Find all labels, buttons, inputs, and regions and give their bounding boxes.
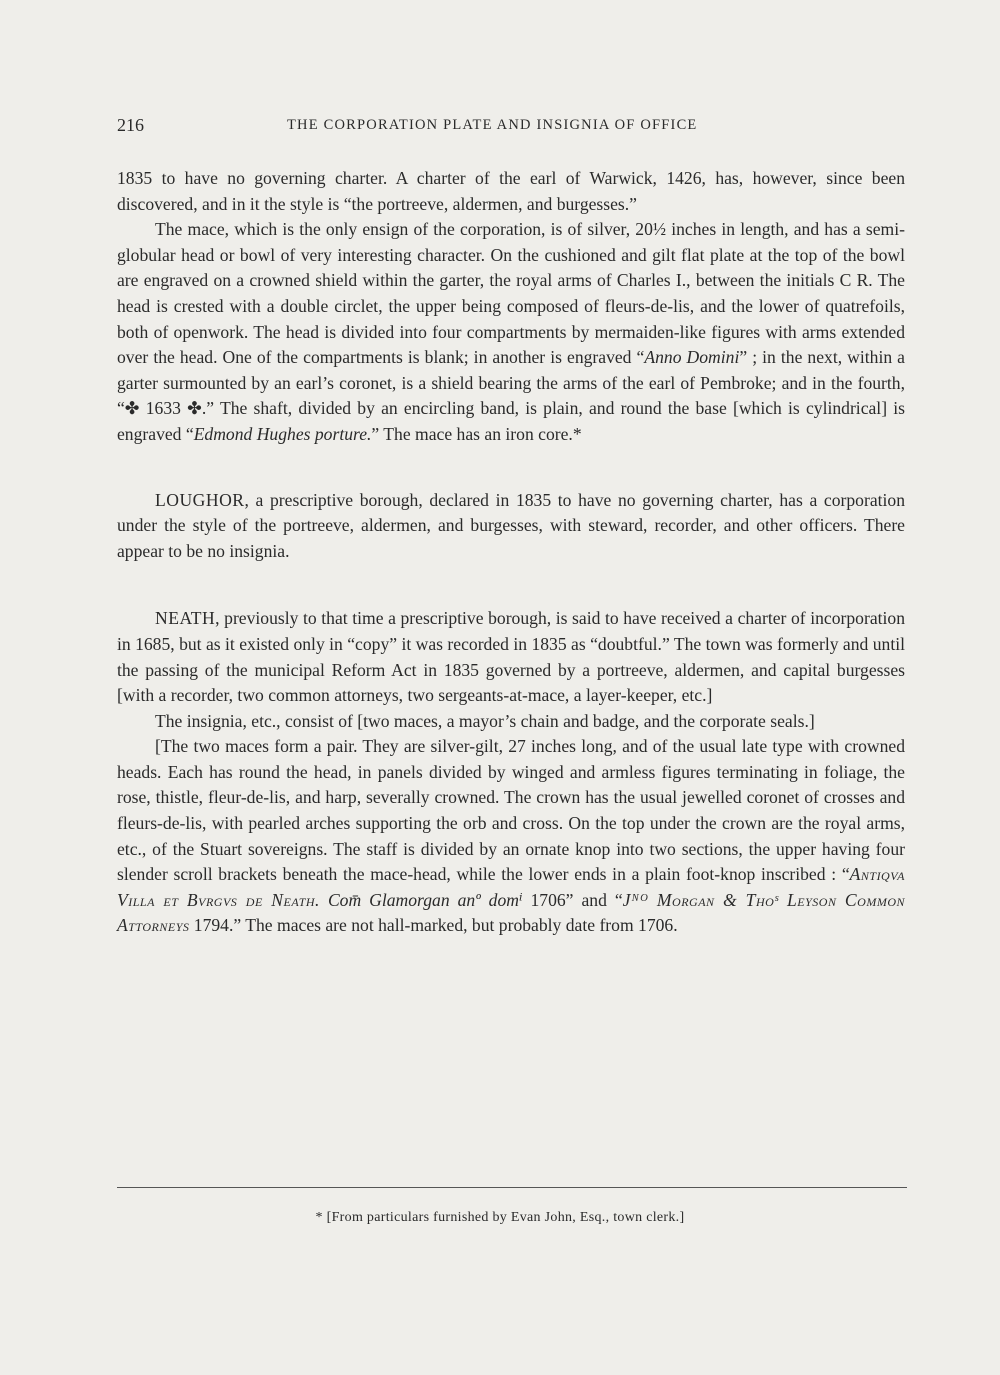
- paragraph-loughor: LOUGHOR, a prescriptive borough, declared in 1835 to have no governing charter, has a corporation under the style of the portreeve, aldermen, and burgesses, with steward, recorder, and other officers. There appear to be no insignia.: [117, 489, 905, 561]
- borough-name-loughor: LOUGHOR: [155, 489, 245, 510]
- paragraph-mace-description: The mace, which is the only ensign of the corporation, is of silver, 20½ inches in length, and has a semi-globular head or bowl of very interesting character. On the cushioned and gilt flat plate at the top of the bowl are engraved on a crowned shield within the garter, the royal arms of Charles I., between the initials C R. The head is crested with a double circlet, the upper being composed of fleurs-de-lis, and the lower of quatrefoils, both of openwork. The head is divided into four compartments by mermaiden-like figures with arms extended over the head. One of the compartments is blank; in another is engraved “Anno Domini” ; in the next, within a garter surmounted by an earl’s coronet, is a shield bearing the arms of the earl of Pembroke; and in the fourth, “✤ 1633 ✤.” The shaft, divided by an encircling band, is plain, and round the base [which is cylindrical] is engraved “Edmond Hughes porture.” The mace has an iron core.*: [117, 219, 905, 444]
- inscription-edmond-hughes: Edmond Hughes porture.: [193, 423, 372, 444]
- footnote-rule: [117, 1187, 907, 1188]
- inscription-anno-domini: Anno Domini: [644, 347, 740, 368]
- running-head: THE CORPORATION PLATE AND INSIGNIA OF OFFICE: [287, 117, 698, 133]
- body-text: [117, 166, 905, 939]
- paragraph-insignia: The insignia, etc., consist of [two maces, a mayor’s chain and badge, and the corporate seals.]: [155, 710, 815, 731]
- inscription-glamorgan: Com̄ Glamorgan anº domⁱ: [327, 889, 523, 910]
- footnote: * [From particulars furnished by Evan John, Esq., town clerk.]: [315, 1210, 685, 1225]
- paragraph-maces: [The two maces form a pair. They are silver-gilt, 27 inches long, and of the usual late type with crowned heads. Each has round the head, in panels divided by winged and armless figures terminating in foliage, the rose, thistle, fleur-de-lis, and harp, severally crowned. The crown has the usual jewelled coronet of crosses and fleurs-de-lis, with pearled arches supporting the orb and cross. On the top under the crown are the royal arms, etc., of the Stuart sovereigns. The staff is divided by an ornate knop into two sections, the upper having four slender scroll brackets beneath the mace-head, while the lower ends in a plain foot-knop inscribed : “Antiqva Villa et Bvrgvs de Neath. Com̄ Glamorgan anº domⁱ 1706” and “Jᴺᴼ Morgan & Thoˢ Leyson Common Attorneys 1794.” The maces are not hall-marked, but probably date from 1706.: [117, 736, 905, 936]
- borough-name-neath: NEATH: [155, 608, 216, 629]
- paragraph-continuation: 1835 to have no governing charter. A charter of the earl of Warwick, 1426, has, however, since been discovered, and in it the style is “the portreeve, aldermen, and burgesses.”: [117, 168, 905, 214]
- inscription-morgan-leyson: Jᴺᴼ Morgan & Thoˢ Leyson Common Attorneys: [117, 889, 905, 936]
- page-number: 216: [117, 115, 144, 135]
- inscription-antiqva-villa: Antiqva Villa et Bvrgvs de Neath.: [117, 864, 905, 910]
- paragraph-neath: NEATH, previously to that time a prescriptive borough, is said to have received a charter of incorporation in 1685, but as it existed only in “copy” it was recorded in 1835 as “doubtful.” The town was formerly and until the passing of the municipal Reform Act in 1835 governed by a portreeve, aldermen, and capital burgesses [with a recorder, two common attorneys, two sergeants-at-mace, a layer-keeper, etc.]: [117, 608, 905, 706]
- page-header: [117, 115, 907, 139]
